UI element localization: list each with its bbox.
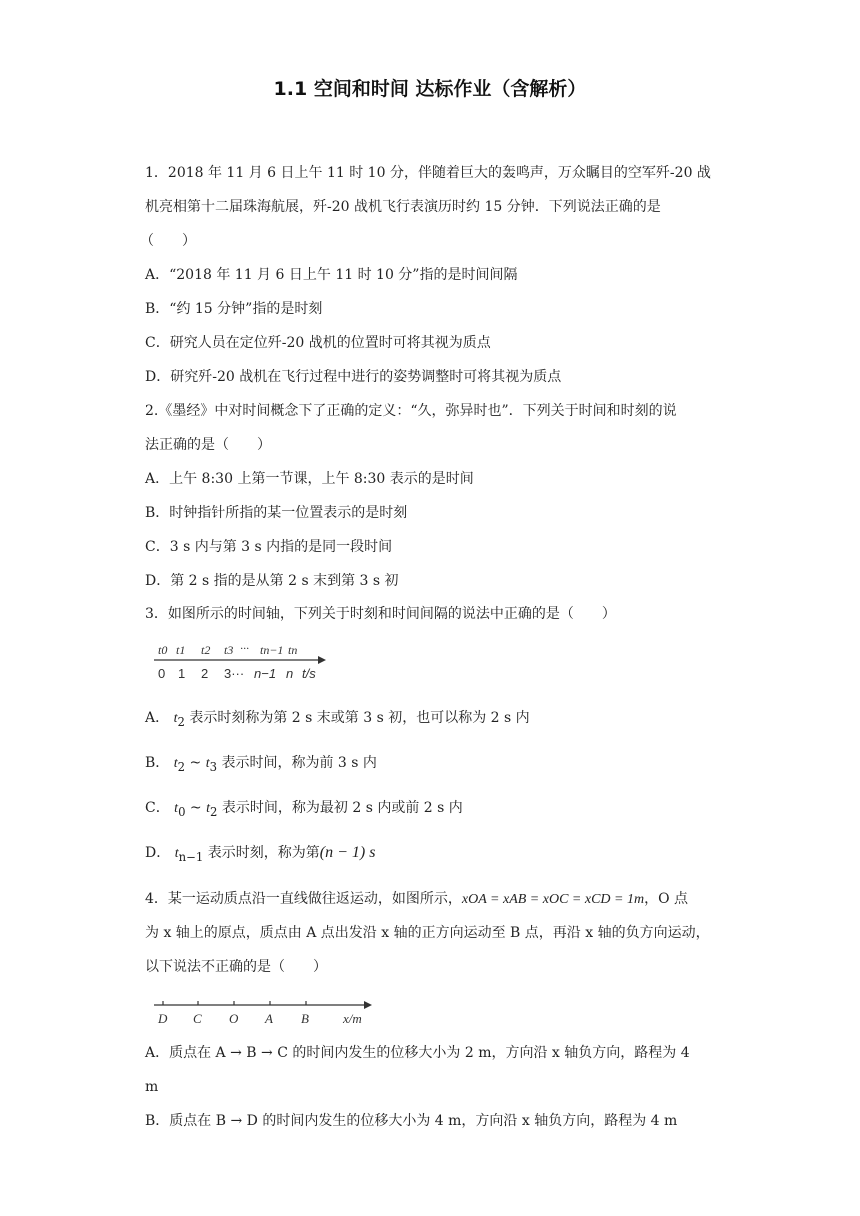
q3-option-c — [145, 798, 463, 822]
q2-option-b: B．时钟指针所指的某一位置表示的是时刻 — [145, 505, 408, 521]
q4-option-a-line-2: m — [145, 1079, 159, 1095]
tick-value-2: 2 — [201, 666, 209, 681]
q3-option-a-prefix: A． — [145, 710, 170, 726]
q4-stem-equation: xOA = xAB = xOC = xCD = 1m — [461, 892, 645, 907]
q2-stem-line-2: 法正确的是（ ） — [145, 437, 271, 453]
q3-stem: 3．如图所示的时间轴，下列关于时刻和时间间隔的说法中正确的是（ ） — [145, 606, 616, 622]
tick-value-1: 1 — [178, 666, 186, 681]
tick-label-t2: t2 — [201, 643, 211, 657]
q3-option-d-symbol: t — [174, 846, 179, 861]
position-axis-figure — [150, 995, 380, 1029]
q1-option-a: A．“2018 年 11 月 6 日上午 11 时 10 分”指的是时间间隔 — [145, 267, 518, 283]
q3-option-b — [145, 753, 377, 777]
position-axis-arrow — [364, 1001, 372, 1009]
q3-option-b-text: 表示时间，称为前 3 s 内 — [217, 755, 377, 771]
q4-stem-line-3: 以下说法不正确的是（ ） — [145, 959, 327, 975]
q3-option-b-symbol-2: t — [205, 756, 210, 771]
q3-option-a-subscript: 2 — [177, 714, 185, 729]
tick-label-dots: ··· — [240, 641, 249, 655]
q4-stem-line-1-suffix: ，O 点 — [644, 891, 689, 907]
q4-stem-line-2: 为 x 轴上的原点，质点由 A 点出发沿 x 轴的正方向运动至 B 点，再沿 x 轴的负方向运动， — [145, 925, 710, 941]
tick-value-n: n — [286, 666, 294, 681]
q3-option-a-symbol: t — [173, 711, 178, 726]
point-a-label: A — [265, 1011, 273, 1026]
q1-answer-blank: （ ） — [140, 233, 196, 249]
tick-label-tn: tn — [288, 643, 298, 657]
q2-stem-line-1: 2.《墨经》中对时间概念下了正确的定义：“久，弥异时也”．下列关于时间和时刻的说 — [145, 403, 677, 419]
tick-label-t0: t0 — [158, 643, 168, 657]
q3-option-d-subscript: n−1 — [178, 849, 204, 864]
point-o-label: O — [229, 1011, 239, 1026]
point-d-label: D — [158, 1011, 168, 1026]
q3-option-b-prefix: B． — [145, 755, 170, 771]
q1-option-d: D．研究歼-20 战机在飞行过程中进行的姿势调整时可将其视为质点 — [145, 369, 562, 385]
point-c-label: C — [193, 1011, 202, 1026]
axis-unit-label: t/s — [302, 666, 316, 681]
q3-option-c-prefix: C． — [145, 800, 170, 816]
q2-option-a: A．上午 8:30 上第一节课，上午 8:30 表示的是时间 — [145, 471, 474, 487]
page-title: 1.1 空间和时间 达标作业（含解析） — [273, 78, 587, 100]
tick-label-tn-1: tn−1 — [260, 643, 284, 657]
q1-stem-line-2: 机亮相第十二届珠海航展，歼-20 战机飞行表演历时约 15 分钟．下列说法正确的是 — [145, 199, 661, 215]
q3-option-b-symbol-1: t — [173, 756, 178, 771]
tick-value-0: 0 — [158, 666, 166, 681]
tick-label-t3: t3 — [224, 643, 234, 657]
q3-option-c-text: 表示时间，称为最初 2 s 内或前 2 s 内 — [217, 800, 463, 816]
q3-option-c-symbol-2: t — [206, 801, 211, 816]
q3-option-d-prefix: D． — [145, 845, 171, 861]
q2-option-d: D．第 2 s 指的是从第 2 s 末到第 3 s 初 — [145, 573, 399, 589]
q4-stem-line-1-prefix: 4．某一运动质点沿一直线做往返运动，如图所示， — [145, 891, 462, 907]
q3-option-d-text: 表示时刻，称为第 — [203, 845, 320, 861]
q4-stem-line-1 — [145, 889, 688, 910]
q3-option-b-subscript-1: 2 — [177, 759, 186, 774]
q2-option-c: C．3 s 内与第 3 s 内指的是同一段时间 — [145, 539, 393, 555]
q3-option-c-subscript-1: 0 — [178, 804, 186, 819]
time-axis-figure — [148, 638, 338, 684]
q3-option-b-tilde: ~ — [185, 755, 206, 771]
tick-label-t1: t1 — [176, 643, 186, 657]
tick-value-n-1: n−1 — [254, 666, 277, 681]
tick-value-3: 3··· — [224, 666, 245, 681]
q3-option-d-expression: (n − 1) s — [319, 844, 376, 861]
q3-option-a — [145, 708, 530, 732]
position-axis-unit-label: x/m — [343, 1011, 362, 1026]
q1-option-c: C．研究人员在定位歼-20 战机的位置时可将其视为质点 — [145, 335, 491, 351]
q1-stem-line-1: 1．2018 年 11 月 6 日上午 11 时 10 分，伴随着巨大的轰鸣声，万众瞩目的空军歼-20 战 — [145, 165, 711, 181]
q3-option-a-text: 表示时刻称为第 2 s 末或第 3 s 初，也可以称为 2 s 内 — [184, 710, 530, 726]
q4-option-b: B．质点在 B → D 的时间内发生的位移大小为 4 m，方向沿 x 轴负方向，路程为 4 m — [145, 1113, 678, 1129]
q3-option-c-symbol-1: t — [174, 801, 179, 816]
q3-option-c-tilde: ~ — [185, 800, 207, 816]
point-b-label: B — [301, 1011, 309, 1026]
q3-option-b-subscript-2: 3 — [209, 759, 218, 774]
q3-option-d — [145, 843, 375, 867]
q4-option-a-line-1: A．质点在 A → B → C 的时间内发生的位移大小为 2 m，方向沿 x 轴负方向，路程为 4 — [145, 1045, 690, 1061]
q1-option-b: B．“约 15 分钟”指的是时刻 — [145, 301, 323, 317]
q3-option-c-subscript-2: 2 — [210, 804, 218, 819]
time-axis-arrow — [318, 656, 326, 664]
